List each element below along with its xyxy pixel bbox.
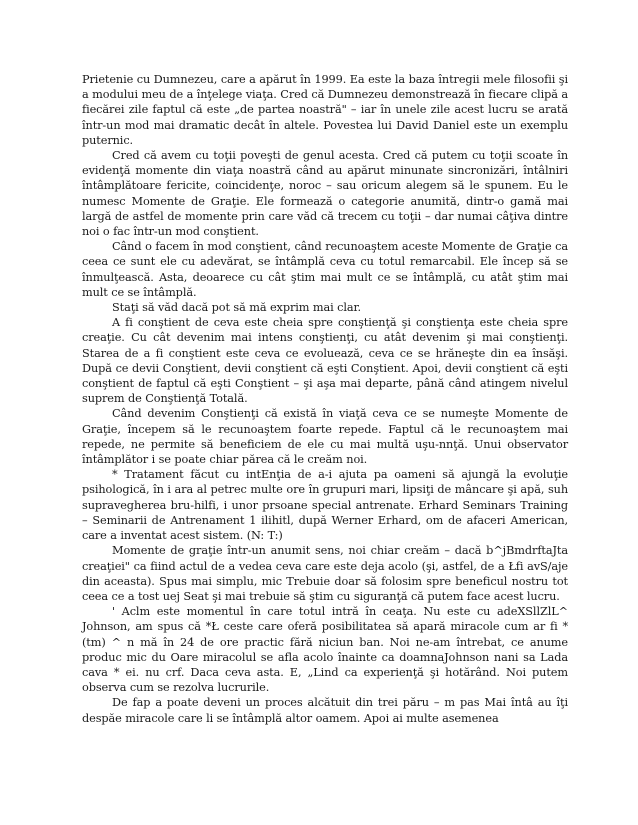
paragraph-8: Momente de graţie într-un anumit sens, noi chiar creăm – dacă b^jBmdrftaJta creaţiei" ca fiind actul de a vedea ceva care este deja acolo (şi, astfel, de a Łfi avS/aje din aceasta). Spus mai simplu, mic Trebuie doar să folosim spre beneficul nostru tot ceea ce a tost uej Seat şi mai trebuie să ştim cu siguranţă că putem face acest lucru. <box>82 544 568 603</box>
document-page <box>82 72 568 726</box>
paragraph-7-footnote: * Tratament făcut cu intEnţia de a-i ajuta pa oameni să ajungă la evoluţie psihologică, în i ara al petrec multe ore în grupuri mari, lipsiţi de mâncare şi apă, suh supravegherea bru-hilfi, i unor prsoane special antrenate. Erhard Seminars Training – Seminarii de Antrenament 1 ilihitl, după Werner Erhard, om de afaceri American, care a inventat acest sistem. (N: T:) <box>82 468 568 543</box>
paragraph-2: Cred că avem cu toţii poveşti de genul acesta. Cred că putem cu toţii scoate în evidenţă momente din viaţa noastră când au apărut minunate sincronizări, întâlniri întâmplătoare fericite, coincidenţe, noroc – sau oricum alegem să le spunem. Eu le numesc Momente de Graţie. Ele formează o categorie anumită, dintr-o gamă mai largă de astfel de momente prin care văd că trecem cu toţii – dar numai câţiva dintre noi o fac într-un mod conştient. <box>82 149 568 239</box>
paragraph-5: A fi conştient de ceva este cheia spre conştienţă şi conştienţa este cheia spre creaţie. Cu cât devenim mai intens conştienţi, cu atât devenim şi mai conştienţi. Starea de a fi conştient este ceva ce evoluează, ceva ce se hrăneşte din ea însăşi. După ce devii Conştient, devii conştient că eşti Conştient. Apoi, devii conştient că eşti conştient de faptul că eşti Conştient – şi aşa mai departe, până când atingem nivelul suprem de Conştienţă Totală. <box>82 316 568 406</box>
paragraph-3: Când o facem în mod conştient, când recunoaştem aceste Momente de Graţie ca ceea ce sunt ele cu adevărat, se întâmplă ceva cu totul remarcabil. Ele încep să se înmulţească. Asta, deoarece cu cât ştim mai mult ce se întâmplă, cu atât ştim mai mult ce se întâmplă. <box>82 240 568 299</box>
paragraph-6: Când devenim Conştienţi că există în viaţă ceva ce se numeşte Momente de Graţie, începem să le recunoaştem foarte repede. Faptul că le recunoaştem mai repede, ne permite să beneficiem de ele cu mai multă uşu-nnţă. Unui observator întâmplător i se poate chiar părea că le creăm noi. <box>82 407 568 467</box>
paragraph-1: Prietenie cu Dumnezeu, care a apărut în 1999. Ea este la baza întregii mele filosofii şi a modului meu de a înţelege viaţa. Cred că Dumnezeu demonstrează în fiecare clipă a fiecărei zile faptul că este „de partea noastră" – iar în unele zile acest lucru se arată într-un mod mai dramatic decât în altele. Povestea lui David Daniel este un exemplu puternic. <box>82 73 568 147</box>
paragraph-4: Staţi să văd dacă pot să mă exprim mai clar. <box>112 301 362 315</box>
paragraph-9: ' Aclm este momentul în care totul intră în ceaţa. Nu este cu adeXSllZlL^ Johnson, am spus că *Ł ceste care oferă posibilitatea să apară miracole cum ar fi * (tm) ^ n mă în 24 de ore practic fără niciun ban. Noi ne-am întrebat, ce anume produc mic du Oare miracolul se afla acolo înainte ca doamnaJohnson nani sa Lada cava * ei. nu crf. Daca ceva asta. E, „Lind ca experienţă şi hotărând. Noi putem observa cum se rezolva lucrurile. <box>82 605 568 695</box>
paragraph-10: De fap a poate deveni un proces alcătuit din trei păru – m pas Mai întâ au îţi despăe miracole care li se întâmplă altor oamem. Apoi ai multe asemenea <box>82 696 568 725</box>
